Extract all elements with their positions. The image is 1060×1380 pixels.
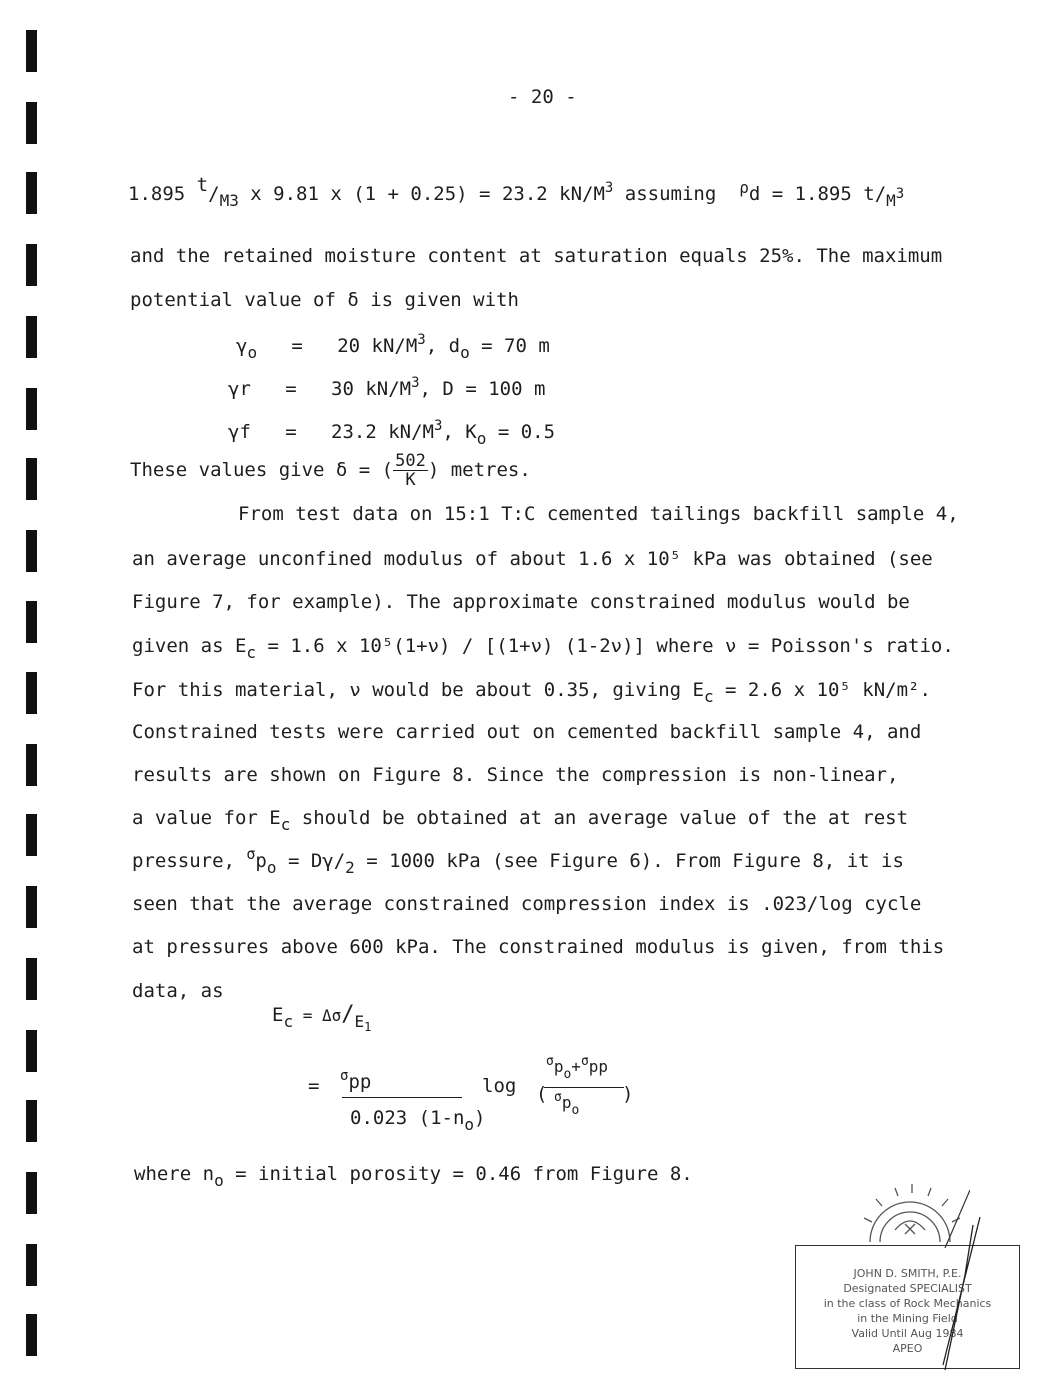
paragraph-line: data, as: [132, 980, 224, 1002]
paragraph-line: From test data on 15:1 T:C cemented tailings backfill sample 4,: [238, 503, 959, 525]
binder-mark: [26, 244, 37, 286]
values-line: These values give δ = ( $\frac{502}{K}$ ) metres.: [130, 451, 531, 490]
paragraph-line: an average unconfined modulus of about 1.6 x 10⁵ kPa was obtained (see: [132, 548, 933, 570]
binder-mark: [26, 530, 37, 572]
fraction-bar: [342, 1097, 462, 1098]
binder-mark: [26, 458, 37, 500]
equals-sign: =: [308, 1075, 320, 1097]
log-word: log: [482, 1075, 517, 1097]
paragraph-line: Figure 7, for example). The approximate constrained modulus would be: [132, 591, 910, 613]
definition-gamma-f: γf = 23.2 $kN/M^3$, $K_o = 0.5$: [228, 418, 556, 448]
binder-mark: [26, 886, 37, 928]
binder-mark: [26, 102, 37, 144]
paragraph-line: results are shown on Figure 8. Since the compression is non-linear,: [132, 764, 899, 786]
log-numerator: $^\sigma p_o+^\sigma pp$: [546, 1054, 609, 1082]
equation-weight: 1.895 $t/_{M3}$ x 9.81 x (1 + 0.25) = 23.2 $kN/M^3$ assuming $^\rho$d = 1.895 $t/_M^3$: [128, 174, 905, 210]
binder-mark: [26, 172, 37, 214]
paragraph-line: at pressures above 600 kPa. The constrained modulus is given, from this: [132, 936, 945, 958]
engineer-stamp: JOHN D. SMITH, P.E. Designated SPECIALIST in the class of Rock Mechanics in the Mining Field Valid Until Aug 1984 APEO: [795, 1245, 1020, 1369]
binder-mark: [26, 1030, 37, 1072]
binder-mark: [26, 1314, 37, 1356]
where-line: where $n_o$ = initial porosity = 0.46 from Figure 8.: [134, 1163, 693, 1190]
binder-mark: [26, 672, 37, 714]
binder-mark: [26, 388, 37, 430]
binder-mark: [26, 30, 37, 72]
binder-mark: [26, 601, 37, 643]
binder-mark: [26, 1172, 37, 1214]
log-fraction-bar: [544, 1087, 624, 1088]
binder-mark: [26, 1244, 37, 1286]
page-number: - 20 -: [508, 86, 577, 108]
definition-gamma-r: γr = 30 $kN/M^3$, D = 100 m: [228, 375, 546, 400]
binder-mark: [26, 1100, 37, 1142]
paragraph-line: and the retained moisture content at saturation equals 25%. The maximum: [130, 245, 943, 267]
value-line: a value for $E_c$ should be obtained at an average value of the at rest: [132, 807, 909, 834]
paragraph-line: seen that the average constrained compression index is .023/log cycle: [132, 893, 922, 915]
binder-mark: [26, 814, 37, 856]
equation-ec: $E_c = \Delta\sigma/_{E1}$: [272, 1002, 372, 1034]
binder-mark: [26, 744, 37, 786]
paragraph-line: potential value of δ is given with: [130, 289, 519, 311]
numerator: $^\sigma$pp: [340, 1068, 372, 1093]
binder-mark: [26, 316, 37, 358]
log-denominator: $^\sigma p_o$: [554, 1090, 580, 1118]
constrained-modulus-line: given as $E_c = 1.6$ x 10⁵(1+ν) / [(1+ν) (1-2ν)] where ν = Poisson's ratio.: [132, 635, 954, 662]
denominator: 0.023 $(1-n_o)$: [350, 1107, 486, 1134]
binder-mark: [26, 958, 37, 1000]
paragraph-line: Constrained tests were carried out on cemented backfill sample 4, and: [132, 721, 922, 743]
definition-gamma-o: $\gamma_o$ = 20 $kN/M^3$, $d_o = 70$ m: [236, 332, 550, 362]
pressure-line: pressure, $^\sigma p_o = D\gamma/_2 = 1000$ kPa (see Figure 6). From Figure 8, it is: [132, 845, 904, 877]
material-line: For this material, ν would be about 0.35, giving $E_c = 2.6$ x 10⁵ kN/m².: [132, 679, 931, 706]
signature-icon: [935, 1215, 985, 1375]
